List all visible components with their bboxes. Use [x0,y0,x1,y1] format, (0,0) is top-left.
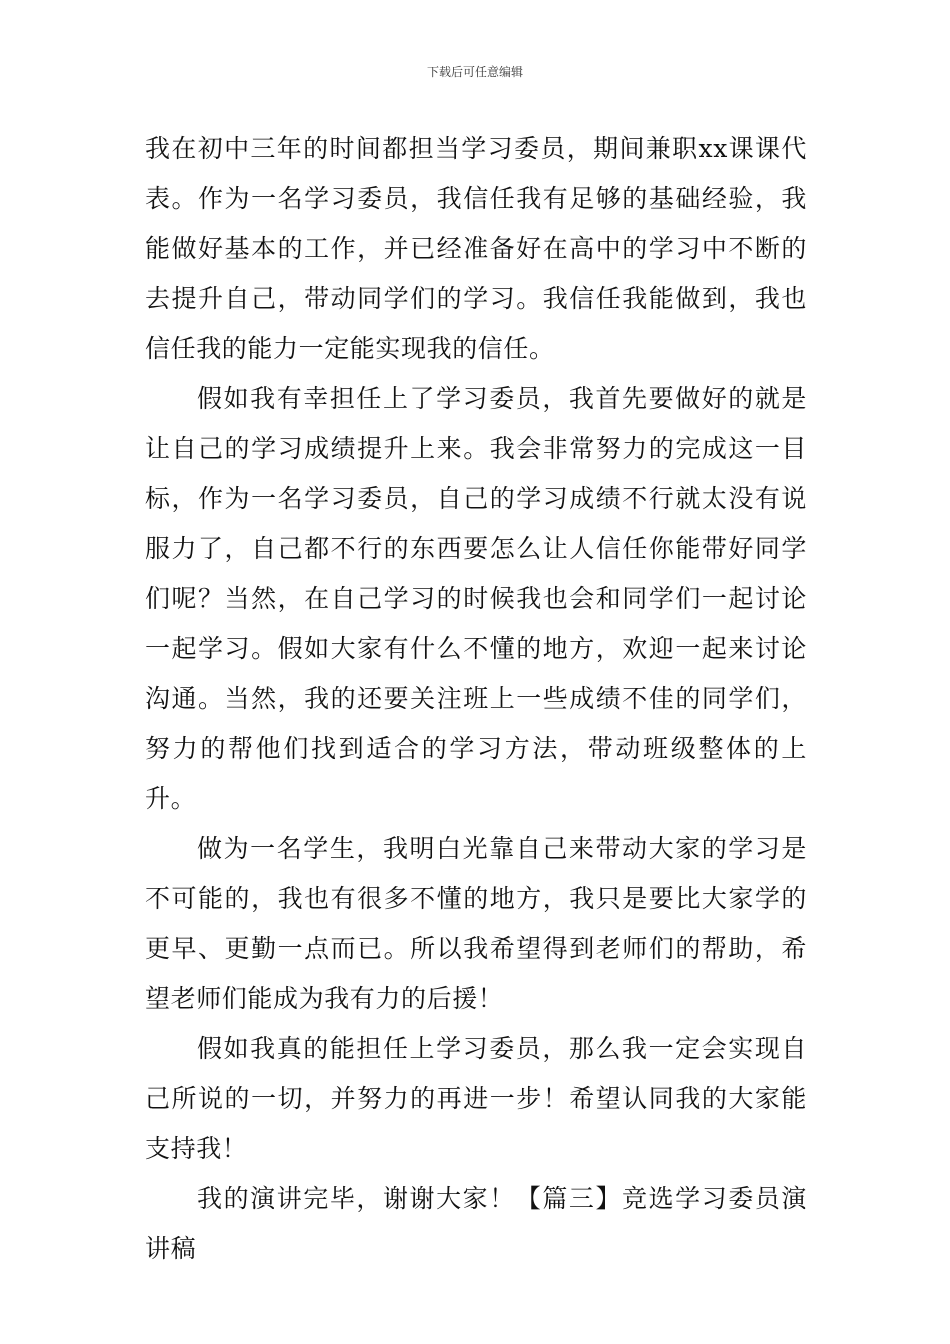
page-header: 下载后可任意编辑 [426,65,523,79]
paragraph-2: 假如我有幸担任上了学习委员，我首先要做好的就是让自己的学习成绩提升上来。我会非常努力的完成这一目标，作为一名学习委员，自己的学习成绩不行就太没有说服力了，自己都不行的东西要怎么让人信任你能带好同学们呢？当然，在自己学习的时候我也会和同学们一起讨论一起学习。假如大家有什么不懂的地方，欢迎一起来讨论沟通。当然，我的还要关注班上一些成绩不佳的同学们，努力的帮他们找到适合的学习方法，带动班级整体的上升。 [145,384,807,813]
paragraph-4: 假如我真的能担任上学习委员，那么我一定会实现自己所说的一切，并努力的再进一步！希望认同我的大家能支持我！ [145,1034,807,1163]
paragraph-1: 我在初中三年的时间都担当学习委员，期间兼职xx课课代表。作为一名学习委员，我信任我有足够的基础经验，我能做好基本的工作，并已经准备好在高中的学习中不断的去提升自己，带动同学们的学习。我信任我能做到，我也信任我的能力一定能实现我的信任。 [145,134,807,363]
document-body [145,124,807,1274]
paragraph-3: 做为一名学生，我明白光靠自己来带动大家的学习是不可能的，我也有很多不懂的地方，我只是要比大家学的更早、更勤一点而已。所以我希望得到老师们的帮助，希望老师们能成为我有力的后援！ [145,834,807,1013]
paragraph-5: 我的演讲完毕，谢谢大家！【篇三】竞选学习委员演讲稿 [145,1184,807,1263]
